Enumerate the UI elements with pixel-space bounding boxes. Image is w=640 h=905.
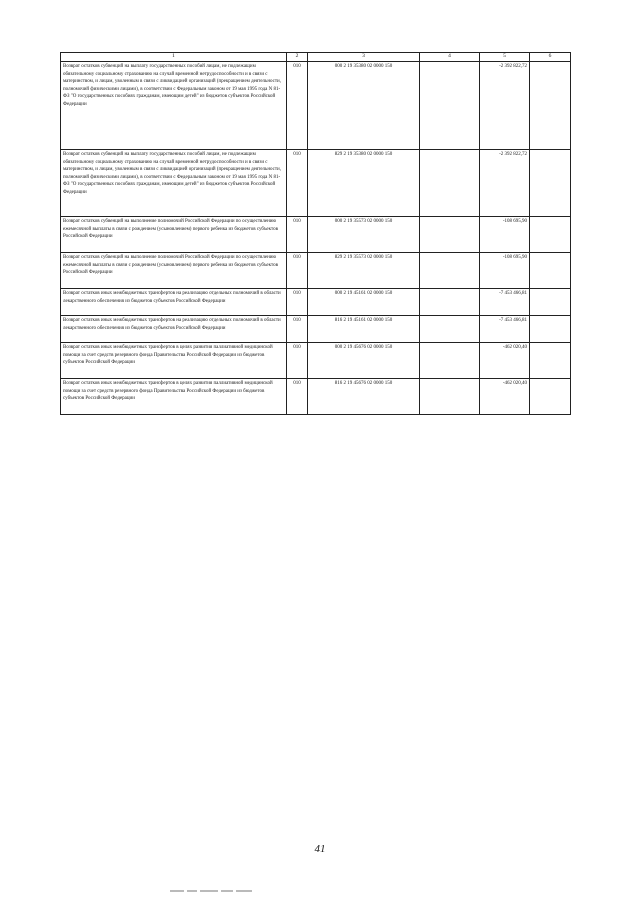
row-col6 bbox=[530, 289, 571, 316]
row-col4 bbox=[420, 379, 480, 415]
row-code: 010 bbox=[287, 150, 308, 217]
row-amount: -2 392 822,72 bbox=[480, 62, 530, 150]
header-col-5: 5 bbox=[480, 53, 530, 62]
table-row bbox=[61, 150, 571, 217]
row-kbk: 816 2 19 45676 02 0000 150 bbox=[308, 379, 420, 415]
budget-table bbox=[60, 52, 571, 415]
row-kbk: 000 2 19 35380 02 0000 150 bbox=[308, 62, 420, 150]
row-name: Возврат остатков иных межбюджетных трансфертов на реализацию отдельных полномочий в области лекарственного обеспечения из бюджетов субъектов Российской Федерации bbox=[61, 316, 287, 343]
row-col6 bbox=[530, 217, 571, 253]
row-col4 bbox=[420, 343, 480, 379]
row-amount: -108 695,90 bbox=[480, 217, 530, 253]
row-name: Возврат остатков субвенций на выполнение полномочий Российской Федерации по осуществлению ежемесячной выплаты в связи с рождением (усыновлением) первого ребенка из бюджетов субъектов Российской Федерации bbox=[61, 217, 287, 253]
row-code: 010 bbox=[287, 379, 308, 415]
row-col4 bbox=[420, 62, 480, 150]
row-amount: -462 020,40 bbox=[480, 343, 530, 379]
row-code: 010 bbox=[287, 343, 308, 379]
row-amount: -7 453 466,81 bbox=[480, 289, 530, 316]
row-name: Возврат остатков субвенций на выплату государственных пособий лицам, не подлежащим обязательному социальному страхованию на случай временной нетрудоспособности и в связи с материнством, и лицам, уволенным в связи с ликвидацией организаций (прекращением деятельности, полномочий физическими лицами), в соответствии с Федеральным законом от 19 мая 1995 года N 81-ФЗ "О государственных пособиях гражданам, имеющим детей" из бюджетов субъектов Российской Федерации bbox=[61, 62, 287, 150]
row-kbk: 829 2 19 35380 02 0000 150 bbox=[308, 150, 420, 217]
table-row bbox=[61, 253, 571, 289]
row-name: Возврат остатков субвенций на выплату государственных пособий лицам, не подлежащим обязательному социальному страхованию на случай временной нетрудоспособности и в связи с материнством, и лицам, уволенным в связи с ликвидацией организаций (прекращением деятельности, полномочий физическими лицами), в соответствии с Федеральным законом от 19 мая 1995 года N 81-ФЗ "О государственных пособиях гражданам, имеющим детей" из бюджетов субъектов Российской Федерации bbox=[61, 150, 287, 217]
table-row bbox=[61, 289, 571, 316]
row-kbk: 816 2 19 45161 02 0000 150 bbox=[308, 316, 420, 343]
row-code: 010 bbox=[287, 253, 308, 289]
table-row bbox=[61, 316, 571, 343]
row-col6 bbox=[530, 150, 571, 217]
row-kbk: 000 2 19 45161 02 0000 150 bbox=[308, 289, 420, 316]
row-name: Возврат остатков иных межбюджетных трансфертов в целях развития паллиативной медицинской помощи за счет средств резервного фонда Правительства Российской Федерации из бюджетов субъектов Российской Федерации bbox=[61, 343, 287, 379]
row-col4 bbox=[420, 150, 480, 217]
table-row bbox=[61, 217, 571, 253]
row-name: Возврат остатков субвенций на выполнение полномочий Российской Федерации по осуществлению ежемесячной выплаты в связи с рождением (усыновлением) первого ребенка из бюджетов субъектов Российской Федерации bbox=[61, 253, 287, 289]
row-name: Возврат остатков иных межбюджетных трансфертов в целях развития паллиативной медицинской помощи за счет средств резервного фонда Правительства Российской Федерации из бюджетов субъектов Российской Федерации bbox=[61, 379, 287, 415]
row-col6 bbox=[530, 62, 571, 150]
row-kbk: 000 2 19 45676 02 0000 150 bbox=[308, 343, 420, 379]
row-code: 010 bbox=[287, 62, 308, 150]
table-row bbox=[61, 379, 571, 415]
page-number: 41 bbox=[314, 843, 326, 855]
row-amount: -108 695,90 bbox=[480, 253, 530, 289]
header-col-2: 2 bbox=[287, 53, 308, 62]
row-name: Возврат остатков иных межбюджетных трансфертов на реализацию отдельных полномочий в области лекарственного обеспечения из бюджетов субъектов Российской Федерации bbox=[61, 289, 287, 316]
row-kbk: 829 2 19 35573 02 0000 150 bbox=[308, 253, 420, 289]
row-col6 bbox=[530, 379, 571, 415]
row-code: 010 bbox=[287, 316, 308, 343]
header-col-6: 6 bbox=[530, 53, 571, 62]
row-kbk: 000 2 19 35573 02 0000 150 bbox=[308, 217, 420, 253]
row-col4 bbox=[420, 316, 480, 343]
row-col4 bbox=[420, 289, 480, 316]
row-amount: -7 453 466,81 bbox=[480, 316, 530, 343]
row-col6 bbox=[530, 253, 571, 289]
footer-scan-mark bbox=[170, 890, 280, 894]
row-col4 bbox=[420, 217, 480, 253]
row-code: 010 bbox=[287, 289, 308, 316]
row-col6 bbox=[530, 343, 571, 379]
header-col-4: 4 bbox=[420, 53, 480, 62]
row-code: 010 bbox=[287, 217, 308, 253]
row-amount: -2 392 822,72 bbox=[480, 150, 530, 217]
table-header-row bbox=[61, 53, 571, 62]
table-row bbox=[61, 62, 571, 150]
row-col4 bbox=[420, 253, 480, 289]
table-row bbox=[61, 343, 571, 379]
row-amount: -462 020,40 bbox=[480, 379, 530, 415]
header-col-3: 3 bbox=[308, 53, 420, 62]
header-col-1: 1 bbox=[61, 53, 287, 62]
row-col6 bbox=[530, 316, 571, 343]
